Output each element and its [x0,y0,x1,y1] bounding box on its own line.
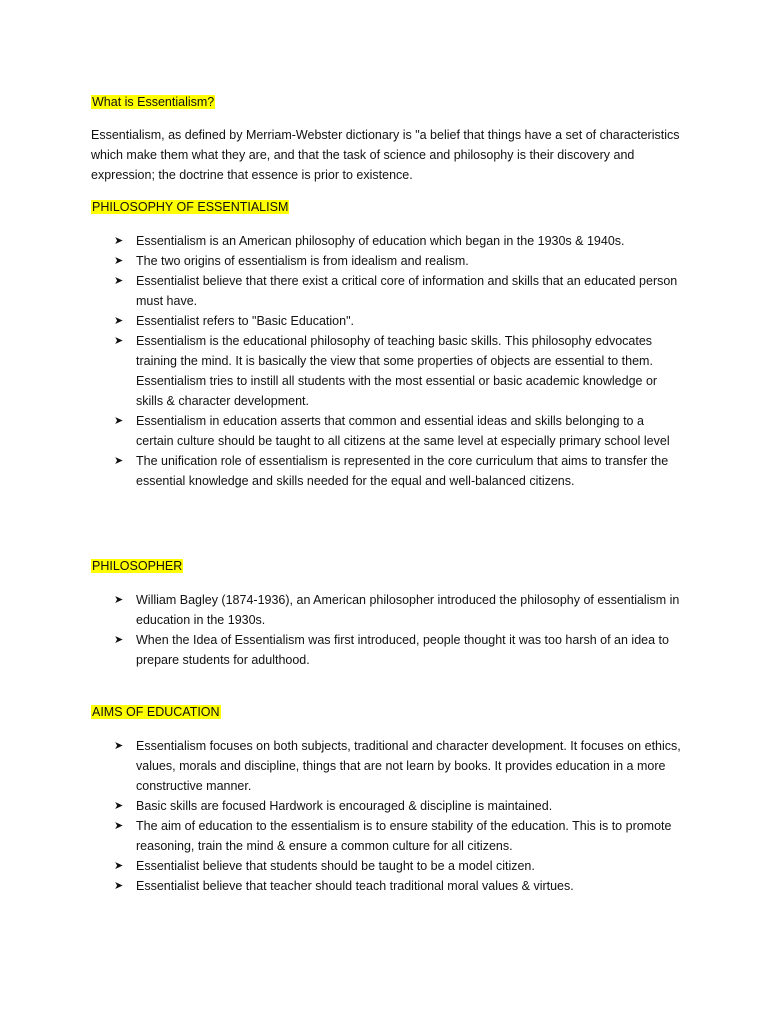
heading-text: PHILOSOPHY OF ESSENTIALISM [92,200,289,214]
arrowhead-bullet-icon: ➤ [114,880,124,892]
list-item: ➤ William Bagley (1874-1936), an American philosopher introduced the philosophy of essentialism in education in the 1930s. [114,590,684,630]
aims-bullet-list [114,736,684,896]
arrowhead-bullet-icon: ➤ [114,335,124,347]
list-item: ➤ Essentialist believe that teacher should teach traditional moral values & virtues. [114,876,684,896]
definition-paragraph: Essentialism, as defined by Merriam-Webster dictionary is "a belief that things have a set of characteristics which make them what they are, and that the task of science and philosophy is their discovery and expression; the doctrine that essence is prior to existence. [91,128,680,182]
section-heading-philosopher [91,558,183,574]
list-item: ➤ The aim of education to the essentialism is to ensure stability of the education. This is to promote reasoning, train the mind & ensure a common culture for all citizens. [114,816,684,856]
list-item: ➤ Essentialism in education asserts that common and essential ideas and skills belonging to a certain culture should be taught to all citizens at the same level at especially primary school level [114,411,684,451]
list-item: ➤ Essentialist believe that students should be taught to be a model citizen. [114,856,684,876]
heading-text: What is Essentialism? [92,95,215,109]
list-item: ➤ Essentialist refers to "Basic Education". [114,311,684,331]
section-heading-philosophy [91,199,289,215]
list-item: ➤ Basic skills are focused Hardwork is encouraged & discipline is maintained. [114,796,684,816]
arrowhead-bullet-icon: ➤ [114,315,124,327]
arrowhead-bullet-icon: ➤ [114,634,124,646]
arrowhead-bullet-icon: ➤ [114,255,124,267]
arrowhead-bullet-icon: ➤ [114,740,124,752]
philosopher-bullet-list [114,590,684,670]
section-heading-aims-of-education [91,704,221,720]
arrowhead-bullet-icon: ➤ [114,800,124,812]
list-item: ➤ Essentialism is an American philosophy of education which began in the 1930s & 1940s. [114,231,684,251]
arrowhead-bullet-icon: ➤ [114,275,124,287]
list-item: ➤ When the Idea of Essentialism was first introduced, people thought it was too harsh of an idea to prepare students for adulthood. [114,630,684,670]
heading-text: PHILOSOPHER [92,559,183,573]
heading-text: AIMS OF EDUCATION [92,705,220,719]
section-heading-what-is-essentialism [91,94,215,110]
list-item: ➤ Essentialism focuses on both subjects, traditional and character development. It focuses on ethics, values, morals and discipline, things that are not learn by books. It provides education in a more constructive manner. [114,736,684,796]
list-item: ➤ The two origins of essentialism is from idealism and realism. [114,251,684,271]
list-item: ➤ Essentialist believe that there exist a critical core of information and skills that an educated person must have. [114,271,684,311]
arrowhead-bullet-icon: ➤ [114,235,124,247]
arrowhead-bullet-icon: ➤ [114,860,124,872]
list-item: ➤ Essentialism is the educational philosophy of teaching basic skills. This philosophy edvocates training the mind. It is basically the view that some properties of objects are essential to them. Essentialism tries to instill all students with the most essential or basic academic knowledge or skills & character development. [114,331,684,411]
arrowhead-bullet-icon: ➤ [114,820,124,832]
philosophy-bullet-list [114,231,684,491]
arrowhead-bullet-icon: ➤ [114,415,124,427]
list-item: ➤ The unification role of essentialism is represented in the core curriculum that aims to transfer the essential knowledge and skills needed for the equal and well-balanced citizens. [114,451,684,491]
arrowhead-bullet-icon: ➤ [114,455,124,467]
arrowhead-bullet-icon: ➤ [114,594,124,606]
